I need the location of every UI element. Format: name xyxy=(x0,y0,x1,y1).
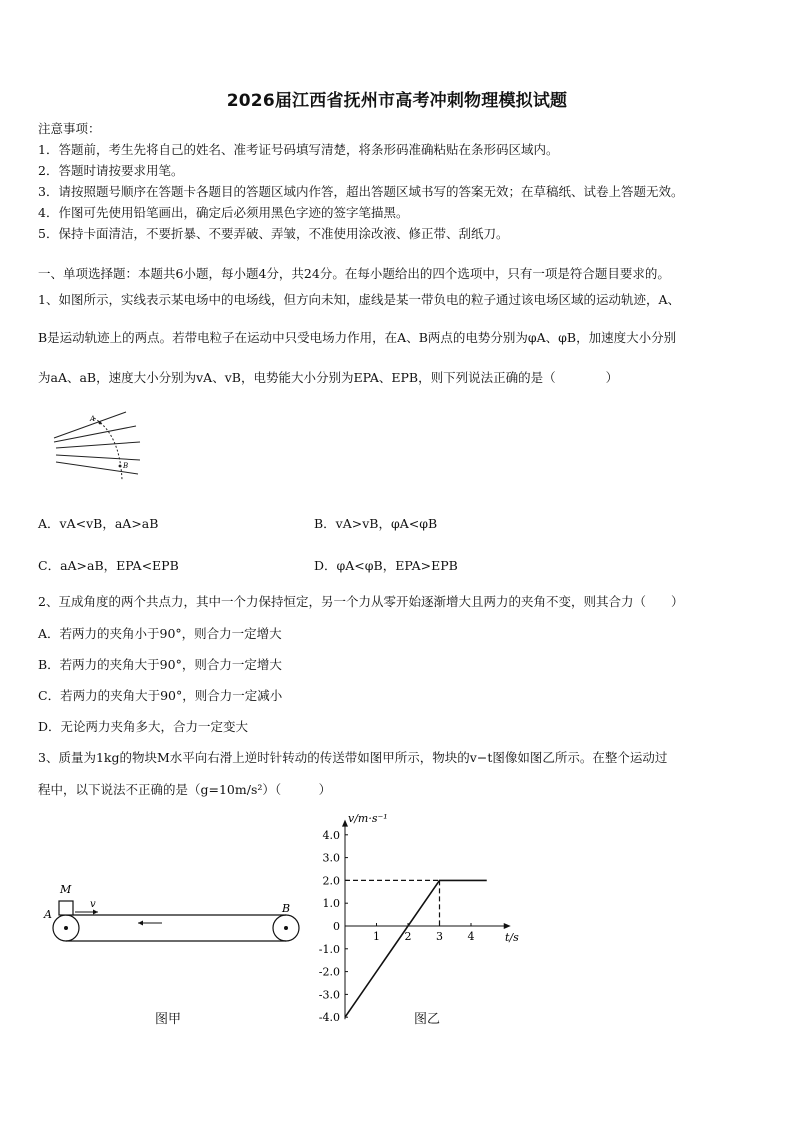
x-tick-label: 4 xyxy=(467,930,475,943)
chart-axes xyxy=(342,820,511,1020)
q3-stem-line-2: 程中，以下说法不正确的是（g=10m/s²）（ ） xyxy=(38,782,332,797)
y-tick-label: -2.0 xyxy=(318,965,340,979)
q1-stem-line-1: 1、如图所示，实线表示某电场中的电场线，但方向未知，虚线是某一带负电的粒子通过该电场区域的运动轨迹，A、 xyxy=(38,292,680,307)
q1-stem-line-3: 为aA、aB，速度大小分别为vA、vB，电势能大小分别为EPA、EPB，则下列说法正确的是（ ） xyxy=(38,370,619,385)
x-tick-label: 1 xyxy=(373,930,380,943)
label-m: M xyxy=(60,883,72,896)
q1-option-b: B．vA>vB，φA<φB xyxy=(314,516,438,531)
label-b: B xyxy=(123,462,129,470)
q1-field-figure xyxy=(50,408,150,484)
q2-option-a: A．若两力的夹角小于90°，则合力一定增大 xyxy=(38,626,282,641)
series-line xyxy=(345,880,487,1017)
y-tick-label: 3.0 xyxy=(322,851,340,865)
q1-option-d: D．φA<φB，EPA>EPB xyxy=(314,558,458,573)
page-title: 2026届江西省抚州市高考冲刺物理模拟试题 xyxy=(226,91,568,111)
q2-option-b: B．若两力的夹角大于90°，则合力一定增大 xyxy=(38,657,282,672)
vt-chart xyxy=(300,810,530,1026)
block-m xyxy=(59,901,73,915)
x-tick-label: 2 xyxy=(404,930,412,943)
field-line xyxy=(56,442,140,448)
label-a: A xyxy=(44,908,52,921)
y-tick-label: 2.0 xyxy=(322,874,340,888)
notice-item-3: 3．请按照题号顺序在答题卡各题目的答题区域内作答，超出答题区域书写的答案无效；在草稿纸、试卷上答题无效。 xyxy=(38,184,684,199)
figure-b-caption: 图乙 xyxy=(414,1012,441,1027)
field-line xyxy=(56,455,140,460)
q2-option-d: D．无论两力夹角多大，合力一定变大 xyxy=(38,719,249,734)
label-a: A xyxy=(90,415,96,423)
q1-option-a: A．vA<vB，aA>aB xyxy=(38,516,159,531)
figure-a-caption: 图甲 xyxy=(155,1012,182,1027)
y-tick-label: -1.0 xyxy=(318,942,340,956)
notice-item-4: 4．作图可先使用铅笔画出，确定后必须用黑色字迹的签字笔描黑。 xyxy=(38,205,409,220)
point-b xyxy=(119,465,122,468)
section-heading: 一、单项选择题：本题共6小题，每小题4分，共24分。在每小题给出的四个选项中，只有一项是符合题目要求的。 xyxy=(38,266,670,281)
notice-heading: 注意事项： xyxy=(38,121,101,136)
point-a xyxy=(99,422,102,425)
x-tick-label: 3 xyxy=(436,930,443,943)
notice-item-2: 2．答题时请按要求用笔。 xyxy=(38,163,184,178)
q2-option-c: C．若两力的夹角大于90°，则合力一定减小 xyxy=(38,688,283,703)
q2-stem: 2、互成角度的两个共点力，其中一个力保持恒定，另一个力从零开始逐渐增大且两力的夹角不变，则其合力（ ） xyxy=(38,594,684,609)
x-axis-label: t/s xyxy=(505,931,519,944)
label-b: B xyxy=(282,902,291,915)
y-tick-label: -3.0 xyxy=(318,988,340,1002)
y-tick-label: 4.0 xyxy=(322,828,340,842)
label-v: v xyxy=(90,899,96,910)
notice-item-5: 5．保持卡面清洁，不要折暴、不要弄破、弄皱，不准使用涂改液、修正带、刮纸刀。 xyxy=(38,226,509,241)
q1-option-c: C．aA>aB，EPA<EPB xyxy=(38,558,179,573)
conveyor-figure xyxy=(40,876,310,952)
y-tick-label: 0 xyxy=(333,920,340,933)
x-axis-arrow xyxy=(504,923,511,929)
chart-series xyxy=(345,880,487,1017)
y-axis-label: v/m·s⁻¹ xyxy=(348,812,388,825)
q1-stem-line-2: B是运动轨迹上的两点。若带电粒子在运动中只受电场力作用，在A、B两点的电势分别为φA、φB，加速度大小分别 xyxy=(38,330,677,345)
y-tick-label: 1.0 xyxy=(322,897,340,911)
notice-item-1: 1．答题前，考生先将自己的姓名、准考证号码填写清楚，将条形码准确粘贴在条形码区域内。 xyxy=(38,142,559,157)
q3-stem-line-1: 3、质量为1kg的物块M水平向右滑上逆时针转动的传送带如图甲所示，物块的v−t图像如图乙所示。在整个运动过 xyxy=(38,750,668,765)
y-tick-label: -4.0 xyxy=(318,1011,340,1025)
